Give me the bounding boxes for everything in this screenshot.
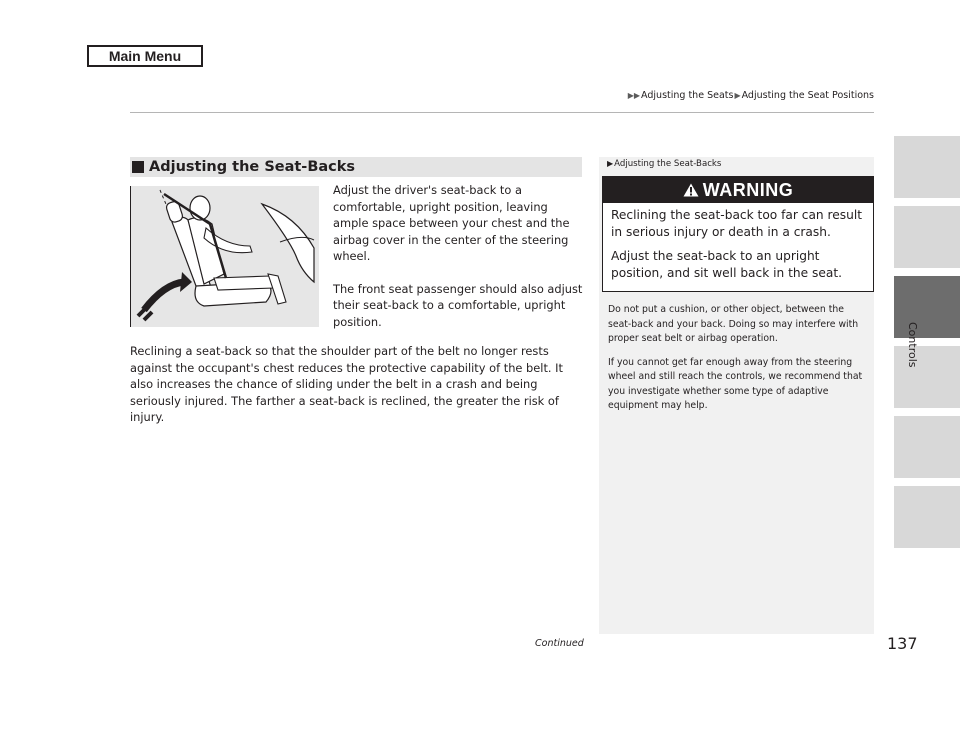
warning-label: WARNING xyxy=(702,179,794,200)
body-paragraph: Reclining a seat-back so that the shoulder part of the belt no longer rests against the occupant's chest reduces the protective capability of the belt. It also increases the chance of sliding under the belt in a crash and being seriously injured. The farther a seat-back is reclined, the greater the risk of injury. xyxy=(130,344,563,424)
chapter-tab-label[interactable]: Controls xyxy=(906,322,919,368)
continued-label: Continued xyxy=(535,638,584,649)
breadcrumb xyxy=(627,90,874,101)
chapter-tab[interactable] xyxy=(894,486,960,548)
chapter-tab[interactable] xyxy=(894,346,960,408)
section-title: Adjusting the Seat-Backs xyxy=(149,159,356,175)
reference-arrow-icon: ▶ xyxy=(607,159,614,168)
note-paragraph: Do not put a cushion, or other object, between the seat-back and your back. Doing so may interfere with proper seat belt or airbag operation. xyxy=(608,304,859,344)
sidebar-title-text: Adjusting the Seat-Backs xyxy=(614,159,722,169)
warning-paragraph: Adjust the seat-back to an upright position, and sit well back in the seat. xyxy=(611,249,842,280)
section-square-icon xyxy=(132,161,144,173)
page-number: 137 xyxy=(887,634,918,653)
warning-triangle-icon xyxy=(683,183,699,197)
intro-text xyxy=(333,182,583,346)
note-paragraph: If you cannot get far enough away from the steering wheel and still reach the controls, we recommend that you investigate whether some type of adaptive equipment may help. xyxy=(608,356,863,411)
intro-paragraph: Adjust the driver's seat-back to a comfortable, upright position, leaving ample space between your chest and the airbag cover in the center of the steering wheel. xyxy=(333,183,570,263)
warning-text xyxy=(603,203,873,282)
intro-paragraph: The front seat passenger should also adjust their seat-back to a comfortable, upright position. xyxy=(333,281,583,329)
breadcrumb-item-seat-positions[interactable]: Adjusting the Seat Positions xyxy=(741,90,874,101)
sidebar-notes xyxy=(608,303,870,423)
seat-recline-illustration xyxy=(130,186,319,327)
warning-box xyxy=(602,176,874,292)
chapter-tab[interactable] xyxy=(894,206,960,268)
sidebar-notes-panel xyxy=(599,157,874,634)
sidebar-title xyxy=(607,159,721,169)
warning-header xyxy=(603,177,873,203)
chapter-tab[interactable] xyxy=(894,136,960,198)
main-menu-button[interactable]: Main Menu xyxy=(87,45,203,67)
breadcrumb-item-adjusting-seats[interactable]: Adjusting the Seats xyxy=(641,90,734,101)
breadcrumb-arrow-icon: ▶▶ xyxy=(627,91,641,100)
header-divider xyxy=(130,112,874,113)
breadcrumb-arrow-icon: ▶ xyxy=(734,91,741,100)
chapter-tab[interactable] xyxy=(894,416,960,478)
warning-paragraph: Reclining the seat-back too far can result in serious injury or death in a crash. xyxy=(611,208,862,239)
chapter-tab-current[interactable] xyxy=(894,276,960,338)
section-header xyxy=(130,157,582,177)
